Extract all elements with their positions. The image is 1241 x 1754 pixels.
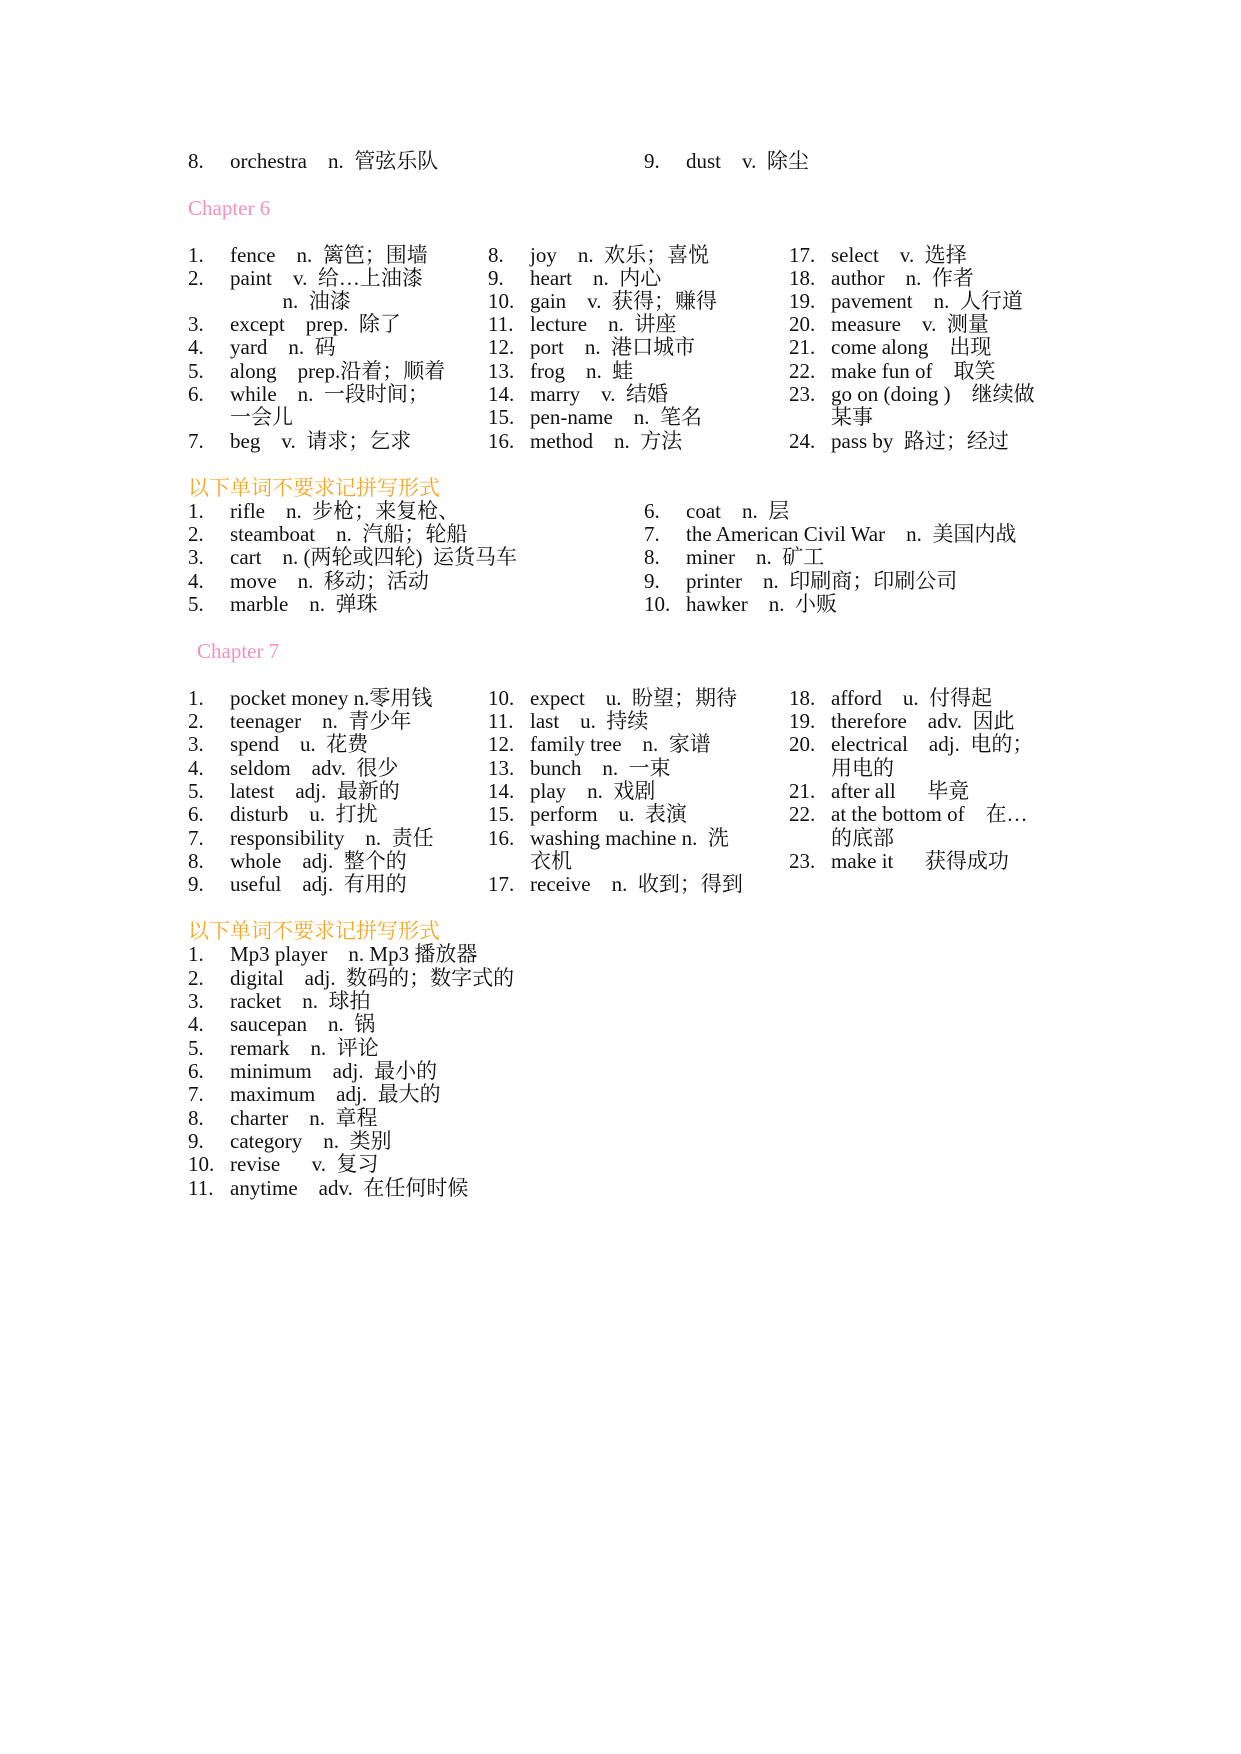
item-text: coat n. 层	[686, 499, 790, 523]
item-text: perform u. 表演	[530, 802, 687, 826]
chapter-6-note-title: 以下单词不要求记拼写形式	[188, 476, 440, 500]
item-number: 5.	[188, 359, 204, 383]
item-text: hawker n. 小贩	[686, 592, 838, 616]
item-text: author n. 作者	[831, 266, 974, 290]
item-text: the American Civil War n. 美国内战	[686, 522, 1017, 546]
item-number: 18.	[789, 266, 816, 290]
item-text: after all 毕竟	[831, 779, 970, 803]
item-number: 12.	[488, 732, 515, 756]
item-number: 9.	[188, 872, 204, 896]
item-text: electrical adj. 电的；	[831, 732, 1034, 756]
item-number: 17.	[789, 243, 816, 267]
item-text: paint v. 给…上油漆	[230, 266, 423, 290]
item-number: 17.	[488, 872, 515, 896]
item-text: 的底部	[831, 826, 894, 850]
item-text: move n. 移动；活动	[230, 569, 429, 593]
item-number: 4.	[188, 569, 204, 593]
item-number: 9.	[644, 569, 660, 593]
item-number: 24.	[789, 429, 816, 453]
item-text: pavement n. 人行道	[831, 289, 1023, 313]
item-text: make fun of 取笑	[831, 359, 996, 383]
item-text: rifle n. 步枪；来复枪、	[230, 499, 460, 523]
item-text: digital adj. 数码的；数字式的	[230, 966, 515, 990]
item-number: 19.	[789, 709, 816, 733]
item-number: 3.	[188, 732, 204, 756]
item-text: receive n. 收到；得到	[530, 872, 743, 896]
item-number: 7.	[188, 826, 204, 850]
item-text: beg v. 请求；乞求	[230, 429, 412, 453]
item-text: steamboat n. 汽船；轮船	[230, 522, 468, 546]
item-text: teenager n. 青少年	[230, 709, 412, 733]
item-text: pass by 路过；经过	[831, 429, 1009, 453]
item-text: printer n. 印刷商；印刷公司	[686, 569, 958, 593]
item-number: 9.	[488, 266, 504, 290]
item-text: bunch n. 一束	[530, 756, 671, 780]
item-text: afford u. 付得起	[831, 686, 993, 710]
item-number: 21.	[789, 779, 816, 803]
item-number: 14.	[488, 779, 515, 803]
item-number: 19.	[789, 289, 816, 313]
item-text: revise v. 复习	[230, 1152, 379, 1176]
item-text: joy n. 欢乐；喜悦	[530, 243, 710, 267]
item-text: racket n. 球拍	[230, 989, 371, 1013]
item-number: 1.	[188, 243, 204, 267]
item-text: pen-name n. 笔名	[530, 405, 703, 429]
item-text: dust v. 除尘	[686, 149, 809, 173]
item-text: except prep. 除了	[230, 312, 401, 336]
item-text: expect u. 盼望；期待	[530, 686, 738, 710]
item-text: cart n. (两轮或四轮) 运货马车	[230, 545, 517, 569]
item-text: spend u. 花费	[230, 732, 369, 756]
item-text: last u. 持续	[530, 709, 649, 733]
item-number: 23.	[789, 849, 816, 873]
item-text: marry v. 结婚	[530, 382, 669, 406]
item-number: 11.	[488, 312, 514, 336]
item-text: lecture n. 讲座	[530, 312, 677, 336]
item-text: therefore adv. 因此	[831, 709, 1015, 733]
item-number: 13.	[488, 756, 515, 780]
item-text: measure v. 测量	[831, 312, 989, 336]
item-text: 衣机	[530, 849, 572, 873]
item-text: marble n. 弹珠	[230, 592, 378, 616]
item-number: 13.	[488, 359, 515, 383]
chapter-6-title: Chapter 6	[188, 196, 271, 220]
item-number: 2.	[188, 266, 204, 290]
item-text: washing machine n. 洗	[530, 826, 729, 850]
chapter-7-note-title: 以下单词不要求记拼写形式	[188, 919, 440, 943]
item-number: 6.	[644, 499, 660, 523]
item-number: 11.	[488, 709, 514, 733]
item-number: 21.	[789, 335, 816, 359]
item-number: 7.	[188, 1082, 204, 1106]
item-text: play n. 戏剧	[530, 779, 656, 803]
item-text: orchestra n. 管弦乐队	[230, 149, 439, 173]
item-text: select v. 选择	[831, 243, 967, 267]
item-number: 10.	[488, 289, 515, 313]
item-text: responsibility n. 责任	[230, 826, 434, 850]
item-number: 23.	[789, 382, 816, 406]
item-text: n. 油漆	[230, 289, 351, 313]
item-text: while n. 一段时间；	[230, 382, 429, 406]
item-text: 用电的	[831, 756, 894, 780]
item-text: anytime adv. 在任何时候	[230, 1176, 469, 1200]
item-number: 7.	[188, 429, 204, 453]
chapter-7-title: Chapter 7	[197, 639, 280, 663]
item-number: 15.	[488, 405, 515, 429]
item-number: 4.	[188, 1012, 204, 1036]
item-number: 11.	[188, 1176, 214, 1200]
item-number: 20.	[789, 732, 816, 756]
item-text: minimum adj. 最小的	[230, 1059, 438, 1083]
item-number: 10.	[644, 592, 671, 616]
item-number: 1.	[188, 499, 204, 523]
item-text: heart n. 内心	[530, 266, 662, 290]
item-text: at the bottom of 在…	[831, 802, 1028, 826]
item-number: 22.	[789, 802, 816, 826]
item-text: fence n. 篱笆；围墙	[230, 243, 428, 267]
item-number: 8.	[188, 149, 204, 173]
item-number: 16.	[488, 826, 515, 850]
item-text: Mp3 player n. Mp3 播放器	[230, 942, 478, 966]
item-number: 2.	[188, 966, 204, 990]
item-text: frog n. 蛙	[530, 359, 634, 383]
item-number: 6.	[188, 1059, 204, 1083]
item-number: 3.	[188, 312, 204, 336]
item-number: 6.	[188, 382, 204, 406]
item-number: 9.	[188, 1129, 204, 1153]
item-text: 某事	[831, 405, 873, 429]
item-text: charter n. 章程	[230, 1106, 378, 1130]
item-number: 8.	[644, 545, 660, 569]
item-number: 9.	[644, 149, 660, 173]
item-number: 3.	[188, 989, 204, 1013]
item-text: along prep.沿着；顺着	[230, 359, 446, 383]
item-number: 5.	[188, 779, 204, 803]
item-text: disturb u. 打扰	[230, 802, 378, 826]
item-text: latest adj. 最新的	[230, 779, 400, 803]
item-number: 22.	[789, 359, 816, 383]
item-text: family tree n. 家谱	[530, 732, 711, 756]
item-text: saucepan n. 锅	[230, 1012, 376, 1036]
item-number: 3.	[188, 545, 204, 569]
item-number: 20.	[789, 312, 816, 336]
item-number: 15.	[488, 802, 515, 826]
item-number: 18.	[789, 686, 816, 710]
item-text: useful adj. 有用的	[230, 872, 407, 896]
item-text: category n. 类别	[230, 1129, 392, 1153]
item-number: 8.	[188, 849, 204, 873]
item-number: 8.	[188, 1106, 204, 1130]
item-number: 7.	[644, 522, 660, 546]
item-number: 8.	[488, 243, 504, 267]
item-text: yard n. 码	[230, 335, 336, 359]
item-number: 1.	[188, 686, 204, 710]
item-number: 1.	[188, 942, 204, 966]
item-number: 5.	[188, 592, 204, 616]
item-number: 4.	[188, 756, 204, 780]
item-text: maximum adj. 最大的	[230, 1082, 441, 1106]
item-text: gain v. 获得；赚得	[530, 289, 718, 313]
item-number: 10.	[488, 686, 515, 710]
item-text: method n. 方法	[530, 429, 683, 453]
item-number: 14.	[488, 382, 515, 406]
item-text: go on (doing ) 继续做	[831, 382, 1035, 406]
item-number: 16.	[488, 429, 515, 453]
item-text: remark n. 评论	[230, 1036, 379, 1060]
item-text: 一会儿	[230, 405, 293, 429]
item-number: 4.	[188, 335, 204, 359]
item-text: miner n. 矿工	[686, 545, 825, 569]
item-text: seldom adv. 很少	[230, 756, 399, 780]
item-number: 12.	[488, 335, 515, 359]
item-number: 10.	[188, 1152, 215, 1176]
item-text: make it 获得成功	[831, 849, 1009, 873]
item-number: 6.	[188, 802, 204, 826]
item-text: come along 出现	[831, 335, 992, 359]
item-number: 2.	[188, 522, 204, 546]
item-number: 5.	[188, 1036, 204, 1060]
item-text: pocket money n.零用钱	[230, 686, 433, 710]
item-number: 2.	[188, 709, 204, 733]
item-text: whole adj. 整个的	[230, 849, 407, 873]
item-text: port n. 港口城市	[530, 335, 696, 359]
